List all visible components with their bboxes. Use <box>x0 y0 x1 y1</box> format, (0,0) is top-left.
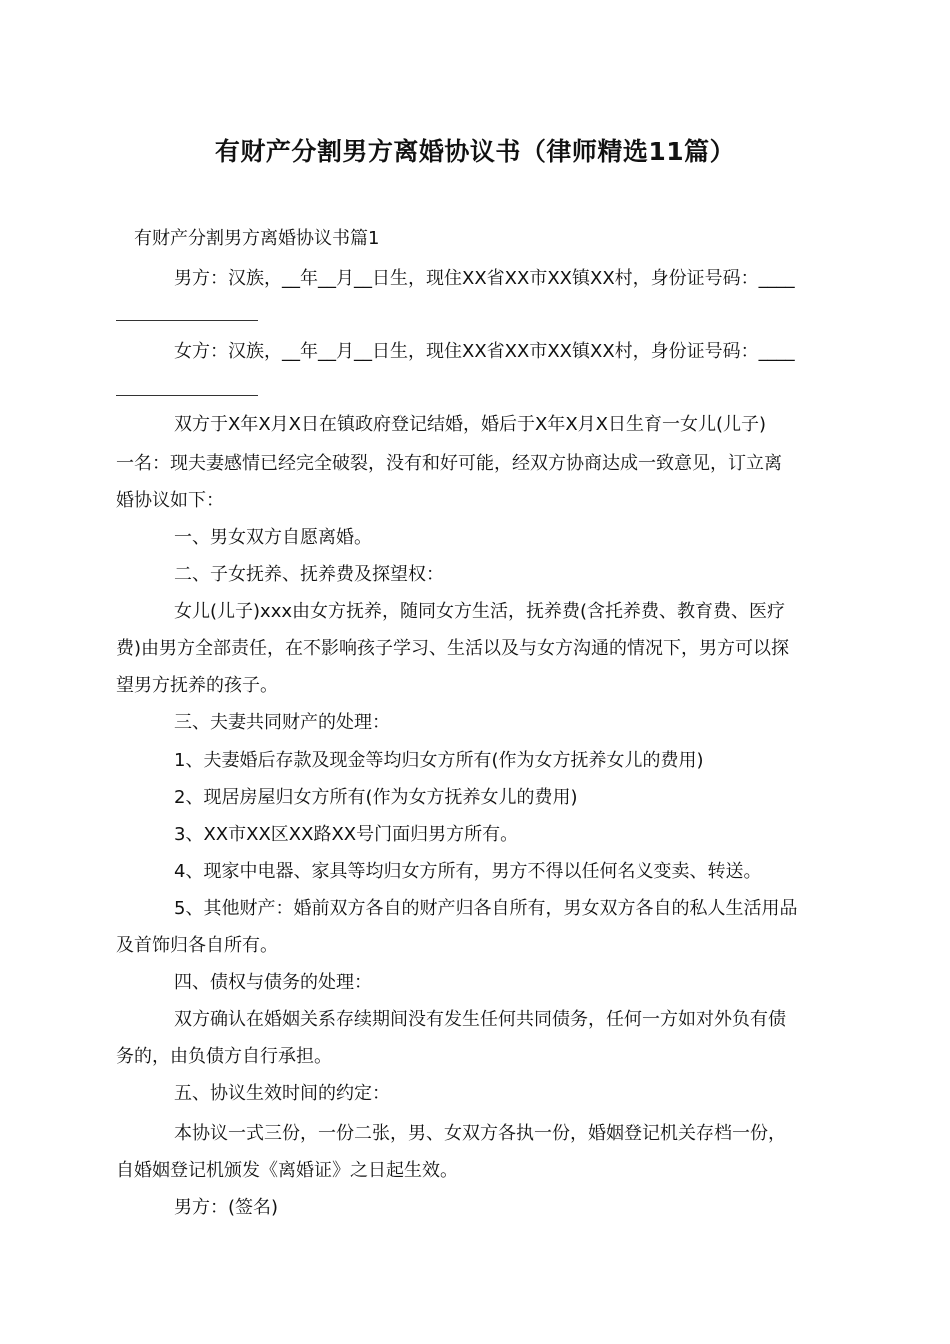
paragraph-line: 费)由男方全部责任，在不影响孩子学习、生活以及与女方沟通的情况下，男方可以探 <box>116 638 790 659</box>
paragraph-line: 双方确认在婚姻关系存续期间没有发生任何共同债务，任何一方如对外负有债 <box>174 1009 786 1030</box>
section-heading: 有财产分割男方离婚协议书篇1 <box>134 228 380 249</box>
clause-heading: 三、夫妻共同财产的处理： <box>174 712 390 733</box>
husband-info-line: 男方：汉族，__年__月__日生，现住XX省XX市XX镇XX村，身份证号码：____ <box>174 268 795 289</box>
list-item: 2、现居房屋归女方所有(作为女方抚养女儿的费用) <box>174 787 578 808</box>
list-item: 5、其他财产：婚前双方各自的财产归各自所有，男女双方各自的私人生活用品 <box>174 898 798 919</box>
list-item: 4、现家中电器、家具等均归女方所有，男方不得以任何名义变卖、转送。 <box>174 861 762 882</box>
paragraph-line: 及首饰归各自所有。 <box>116 935 278 956</box>
paragraph-line: 婚协议如下： <box>116 490 224 511</box>
wife-info-line: 女方：汉族，__年__月__日生，现住XX省XX市XX镇XX村，身份证号码：____ <box>174 341 795 362</box>
clause-heading: 四、债权与债务的处理： <box>174 972 372 993</box>
paragraph-line: 女儿(儿子)xxx由女方抚养，随同女方生活，抚养费(含托养费、教育费、医疗 <box>174 601 786 622</box>
paragraph-line: 自婚姻登记机颁发《离婚证》之日起生效。 <box>116 1160 458 1181</box>
clause-heading: 五、协议生效时间的约定： <box>174 1083 390 1104</box>
paragraph-line: 双方于X年X月X日在镇政府登记结婚，婚后于X年X月X日生育一女儿(儿子) <box>174 414 767 435</box>
signature-line: 男方：(签名) <box>174 1197 279 1218</box>
clause-heading: 二、子女抚养、抚养费及探望权： <box>174 564 444 585</box>
id-number-blank <box>116 320 258 321</box>
id-number-blank <box>116 395 258 396</box>
clause-heading: 一、男女双方自愿离婚。 <box>174 527 372 548</box>
paragraph-line: 一名：现夫妻感情已经完全破裂，没有和好可能，经双方协商达成一致意见，订立离 <box>116 453 782 474</box>
list-item: 1、夫妻婚后存款及现金等均归女方所有(作为女方抚养女儿的费用) <box>174 750 704 771</box>
paragraph-line: 务的，由负债方自行承担。 <box>116 1046 332 1067</box>
list-item: 3、XX市XX区XX路XX号门面归男方所有。 <box>174 824 519 845</box>
paragraph-line: 本协议一式三份，一份二张，男、女双方各执一份，婚姻登记机关存档一份， <box>174 1123 786 1144</box>
document-title: 有财产分割男方离婚协议书（律师精选11篇） <box>214 137 736 166</box>
paragraph-line: 望男方抚养的孩子。 <box>116 675 278 696</box>
